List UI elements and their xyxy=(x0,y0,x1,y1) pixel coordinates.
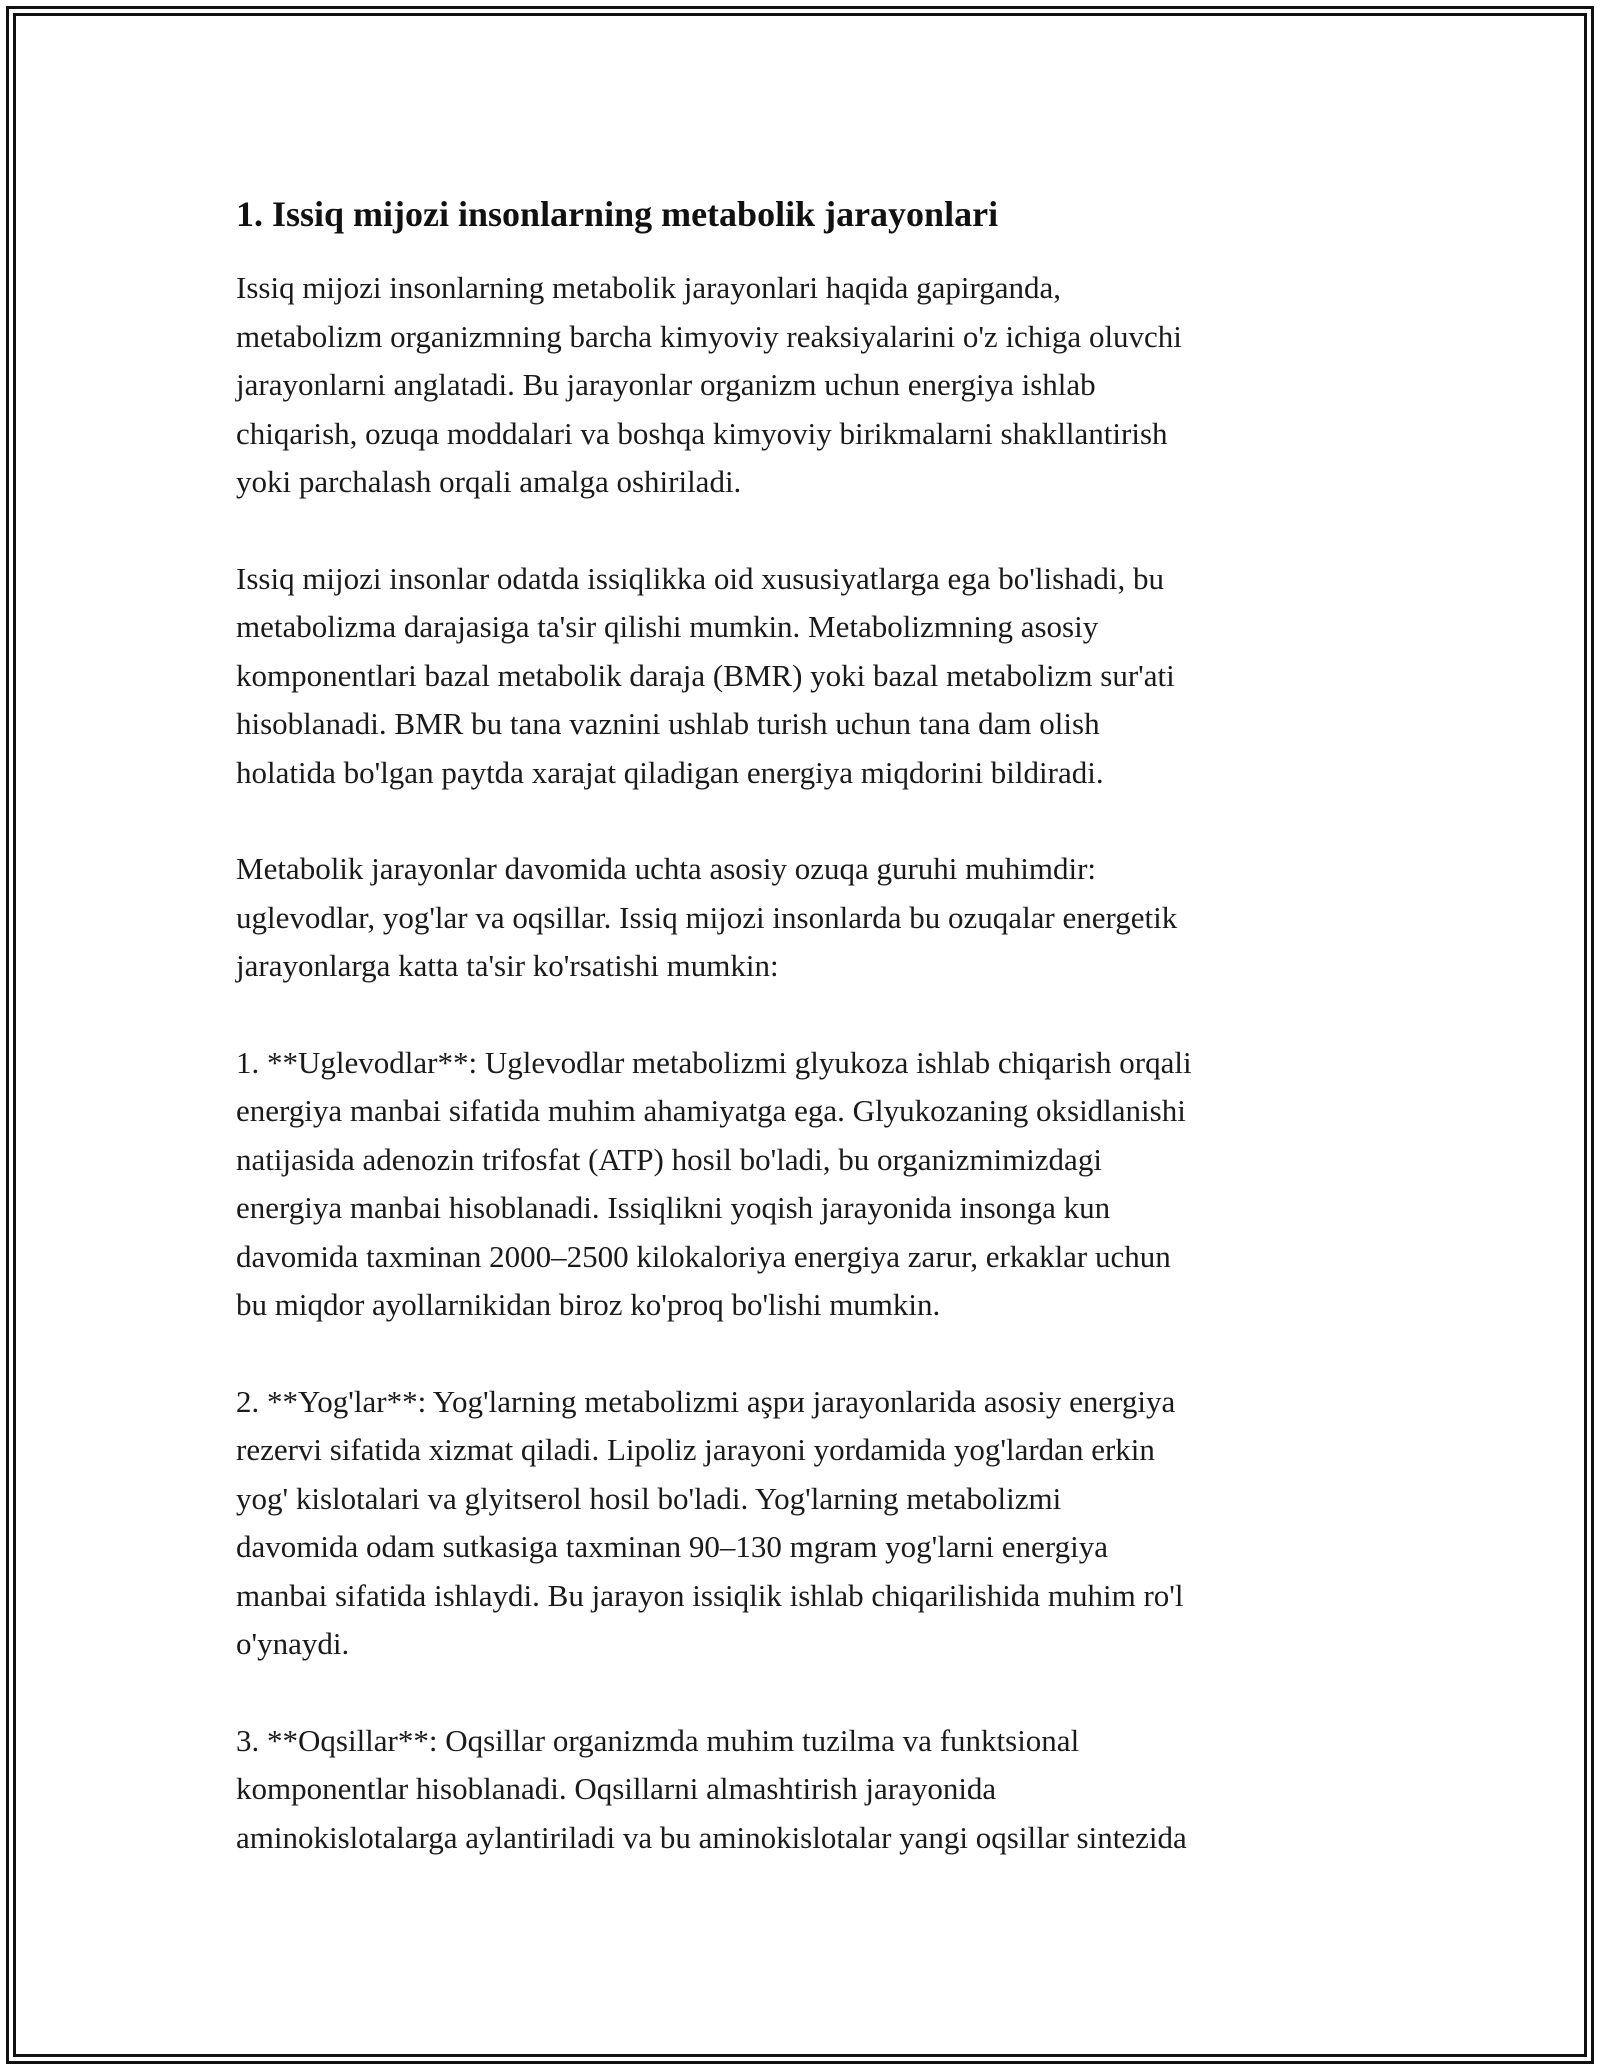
list-item-carbohydrates: 1. **Uglevodlar**: Uglevodlar metabolizmi glyukoza ishlab chiqarish orqali energiya manbai sifatida muhim ahamiyatga ega. Glyukozaning oksidlanishi natijasida adenozin trifosfat (ATP) hosil bo'ladi, bu organizmimizdagi energiya manbai hisoblanadi. Issiqlikni yoqish jarayonida insonga kun davomida taxminan 2000–2500 kilokaloriya energiya zarur, erkaklar uchun bu miqdor ayollarnikidan biroz ko'proq bo'lishi mumkin. xyxy=(236,1044,1192,1322)
list-item-proteins: 3. **Oqsillar**: Oqsillar organizmda muhim tuzilma va funktsional komponentlar hisoblanadi. Oqsillarni almashtirish jarayonida aminokislotalarga aylantiriladi va bu aminokislotalar yangi oqsillar sintezida xyxy=(236,1722,1187,1855)
document-body xyxy=(236,186,1376,1910)
paragraph-bmr: Issiq mijozi insonlar odatda issiqlikka oid xususiyatlarga ega bo'lishadi, bu metabolizma darajasiga ta'sir qilishi mumkin. Metabolizmning asosiy komponentlari bazal metabolik daraja (BMR) yoki bazal metabolizm sur'ati hisoblanadi. BMR bu tana vaznini ushlab turish uchun tana dam olish holatida bo'lgan paytda xarajat qiladigan energiya miqdorini bildiradi. xyxy=(236,560,1175,790)
list-item-fats: 2. **Yog'lar**: Yog'larning metabolizmi aşpи jarayonlarida asosiy energiya rezervi sifatida xizmat qiladi. Lipoliz jarayoni yordamida yog'lardan erkin yog' kislotalari va glyitserol hosil bo'ladi. Yog'larning metabolizmi davomida odam sutkasiga taxminan 90–130 mgram yog'larni energiya manbai sifatida ishlaydi. Bu jarayon issiqlik ishlab chiqarilishida muhim ro'l o'ynaydi. xyxy=(236,1383,1184,1661)
paragraph-nutrient-groups: Metabolik jarayonlar davomida uchta asosiy ozuqa guruhi muhimdir: uglevodlar, yog'lar va oqsillar. Issiq mijozi insonlarda bu ozuqalar energetik jarayonlarga katta ta'sir ko'rsatishi mumkin: xyxy=(236,851,1178,983)
section-heading: 1. Issiq mijozi insonlarning metabolik jarayonlari xyxy=(236,194,999,234)
paragraph-intro: Issiq mijozi insonlarning metabolik jarayonlari haqida gapirganda, metabolizm organizmning barcha kimyoviy reaksiyalarini o'z ichiga oluvchi jarayonlarni anglatadi. Bu jarayonlar organizm uchun energiya ishlab chiqarish, ozuqa moddalari va boshqa kimyoviy birikmalarni shakllantirish yoki parchalash orqali amalga oshiriladi. xyxy=(236,270,1182,499)
